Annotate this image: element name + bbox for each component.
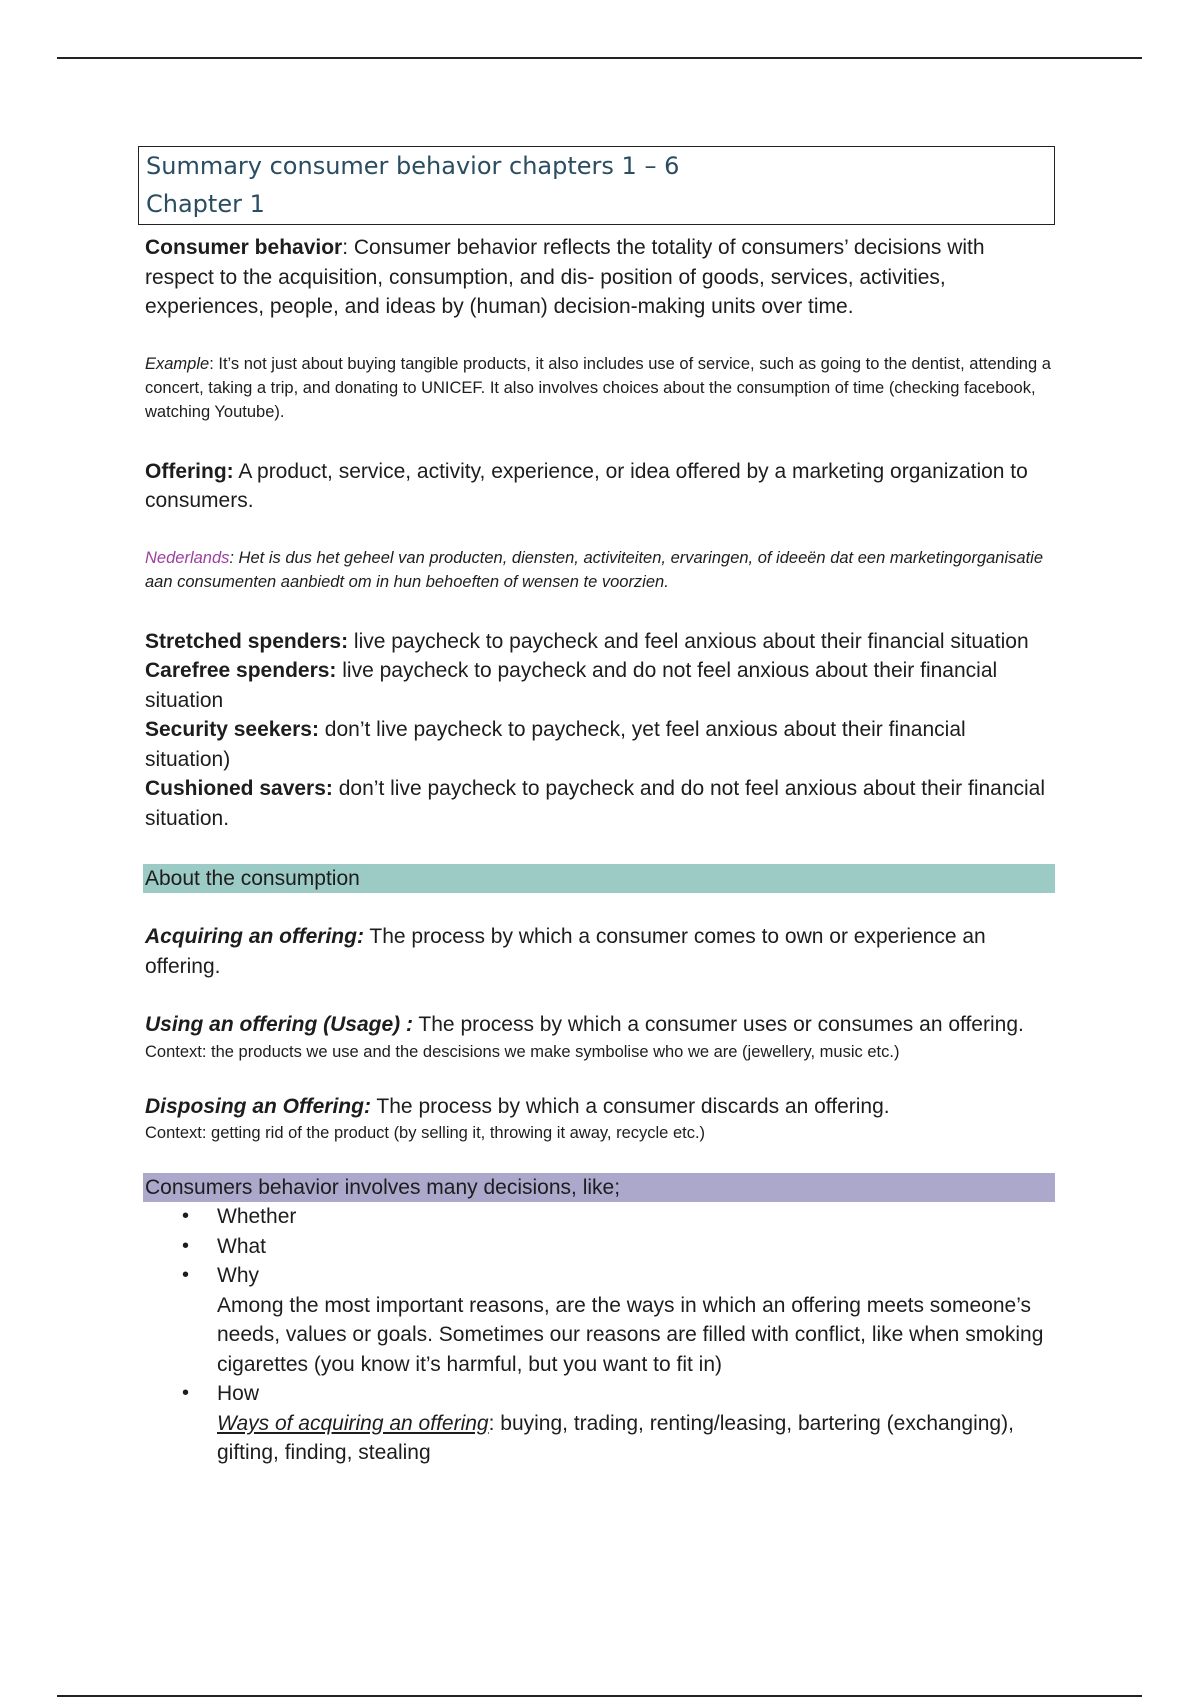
spender-item bbox=[145, 627, 1055, 657]
disposing-context: Context: getting rid of the product (by selling it, throwing it away, recycle etc.) bbox=[145, 1124, 706, 1142]
list-item bbox=[145, 1261, 1055, 1291]
spender-item bbox=[145, 715, 1055, 774]
disposing-text: The process by which a consumer discards an offering. bbox=[370, 1094, 890, 1118]
bullet: • bbox=[182, 1264, 190, 1286]
how-text: : buying, trading, renting/leasing, bartering (exchanging), bbox=[488, 1411, 1014, 1435]
spender-text: don’t live paycheck to paycheck and do not feel anxious about their financial situation. bbox=[145, 777, 1046, 830]
decisions-list-continued bbox=[145, 1379, 1055, 1409]
bullet: • bbox=[182, 1234, 190, 1257]
spender-term: Security seekers: bbox=[145, 718, 319, 741]
list-item bbox=[145, 1232, 1055, 1262]
using-term: Using an offering (Usage) : bbox=[145, 1013, 413, 1036]
disposing-term: Disposing an Offering: bbox=[145, 1094, 371, 1118]
list-item-label: How bbox=[217, 1382, 260, 1405]
offering-text: A product, service, activity, experience, or idea offered by a marketing organization to consumers. bbox=[145, 459, 1028, 512]
title-box bbox=[138, 146, 1055, 225]
document-title: Summary consumer behavior chapters 1 – 6 bbox=[146, 152, 680, 180]
spender-term: Stretched spenders: bbox=[145, 629, 349, 653]
consumer-behavior-text: : Consumer behavior reflects the totality of consumers’ decisions with respect to the acquisition, consumption, and dis- position of goods, services, activities, experiences, people, and ideas by (human) decision-making units over time. bbox=[145, 236, 985, 318]
spender-term: Cushioned savers: bbox=[145, 777, 333, 800]
offering-definition bbox=[145, 457, 1055, 516]
how-label: Ways of acquiring an offering bbox=[217, 1411, 489, 1435]
spender-text: live paycheck to paycheck and do not feel anxious about their financial situation bbox=[145, 659, 998, 712]
offering-term: Offering: bbox=[145, 459, 234, 483]
using-definition bbox=[145, 1010, 1055, 1040]
example-text: : It’s not just about buying tangible products, it also includes use of service, such as going to the dentist, attending a concert, taking a trip, and donating to UNICEF. It also involves choices about the consumption of time (checking facebook, watching Youtube). bbox=[145, 354, 1051, 421]
example-label: Example bbox=[145, 354, 210, 373]
consumer-behavior-definition bbox=[145, 233, 1055, 322]
list-item-label: What bbox=[217, 1234, 267, 1258]
acquiring-term: Acquiring an offering: bbox=[145, 925, 364, 948]
spender-types bbox=[145, 627, 1055, 834]
spender-item bbox=[145, 774, 1055, 833]
using-context: Context: the products we use and the descisions we make symbolise who we are (jewellery, music etc.) bbox=[145, 1042, 900, 1061]
example-paragraph bbox=[145, 352, 1055, 424]
list-item-label: Whether bbox=[217, 1205, 297, 1228]
nederlands-text: : Het is dus het geheel van producten, diensten, activiteiten, ervaringen, of ideeën dat een marketingorganisatie aan consumenten aanbiedt om in hun behoeften of wensen te voorzien. bbox=[145, 548, 1043, 591]
about-consumption-heading: About the consumption bbox=[143, 864, 1055, 893]
spender-term: Carefree spenders: bbox=[145, 659, 337, 682]
spender-text: live paycheck to paycheck and feel anxious about their financial situation bbox=[348, 629, 1029, 653]
spender-text: don’t live paycheck to paycheck, yet feel anxious about their financial situation) bbox=[145, 718, 966, 771]
decisions-list bbox=[145, 1202, 1055, 1291]
list-item bbox=[145, 1379, 1055, 1409]
bullet: • bbox=[182, 1382, 190, 1404]
spender-item bbox=[145, 656, 1055, 715]
list-item-label: Why bbox=[217, 1264, 259, 1287]
disposing-definition bbox=[145, 1092, 1055, 1122]
bullet: • bbox=[182, 1205, 190, 1227]
acquiring-text: The process by which a consumer comes to own or experience an offering. bbox=[145, 925, 986, 978]
bottom-rule bbox=[57, 1695, 1142, 1697]
nederlands-label: Nederlands bbox=[145, 548, 230, 567]
acquiring-definition bbox=[145, 922, 1055, 981]
nederlands-paragraph bbox=[145, 546, 1055, 594]
top-rule bbox=[57, 57, 1142, 59]
chapter-heading: Chapter 1 bbox=[146, 190, 265, 218]
list-item bbox=[145, 1202, 1055, 1232]
consumer-behavior-term: Consumer behavior bbox=[145, 236, 343, 259]
how-explanation bbox=[145, 1409, 1055, 1439]
how-explanation-continued: gifting, finding, stealing bbox=[217, 1441, 431, 1464]
decisions-heading: Consumers behavior involves many decisions, like; bbox=[143, 1173, 1055, 1202]
document-body bbox=[145, 146, 1055, 1468]
why-explanation: Among the most important reasons, are the ways in which an offering meets someone’s needs, values or goals. Sometimes our reasons are filled with conflict, like when smoking cigarettes (you know it’s harmful, but you want to fit in) bbox=[217, 1293, 1044, 1376]
using-text: The process by which a consumer uses or consumes an offering. bbox=[412, 1013, 1024, 1036]
